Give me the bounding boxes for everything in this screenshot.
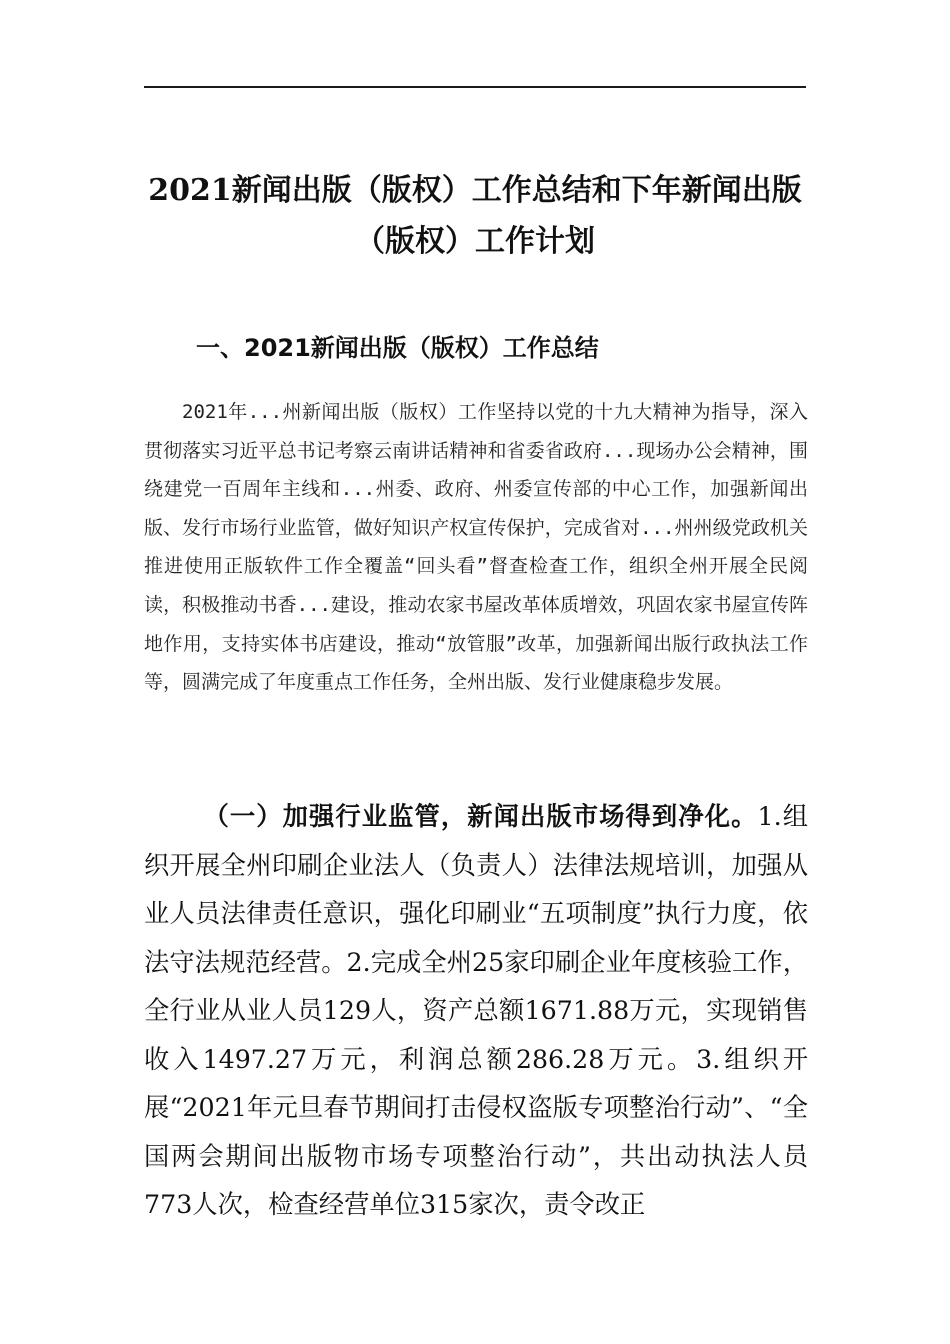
document-title: 2021新闻出版（版权）工作总结和下年新闻出版（版权）工作计划	[148, 173, 802, 259]
subsection-heading: （一）加强行业监管，新闻出版市场得到净化。	[203, 801, 758, 831]
header-rule	[144, 86, 806, 88]
subsection-paragraph	[144, 792, 808, 1230]
section-heading: 一、2021新闻出版（版权）工作总结	[196, 334, 599, 362]
summary-paragraph: 2021年...州新闻出版（版权）工作坚持以党的十九大精神为指导，深入贯彻落实习近平总书记考察云南讲话精神和省委省政府...现场办公会精神，围绕建党一百周年主线和...州委、政府、州委宣传部的中心工作，加强新闻出版、发行市场行业监管，做好知识产权宣传保护，完成省对...州州级党政机关推进使用正版软件工作全覆盖“回头看”督查检查工作，组织全州开展全民阅读，积极推动书香...建设，推动农家书屋改革体质增效，巩固农家书屋宣传阵地作用，支持实体书店建设，推动“放管服”改革，加强新闻出版行政执法工作等，圆满完成了年度重点工作任务，全州出版、发行业健康稳步发展。	[144, 401, 808, 694]
subsection-body: 1.组织开展全州印刷企业法人（负责人）法律法规培训，加强从业人员法律责任意识，强化印刷业“五项制度”执行力度，依法守法规范经营。2.完成全州25家印刷企业年度核验工作，全行业从业人员129人，资产总额1671.88万元，实现销售收入1497.27万元，利润总额286.28万元。3.组织开展“2021年元旦春节期间打击侵权盗版专项整治行动”、“全国两会期间出版物市场专项整治行动”，共出动执法人员773人次，检查经营单位315家次，责令改正	[144, 802, 808, 1219]
